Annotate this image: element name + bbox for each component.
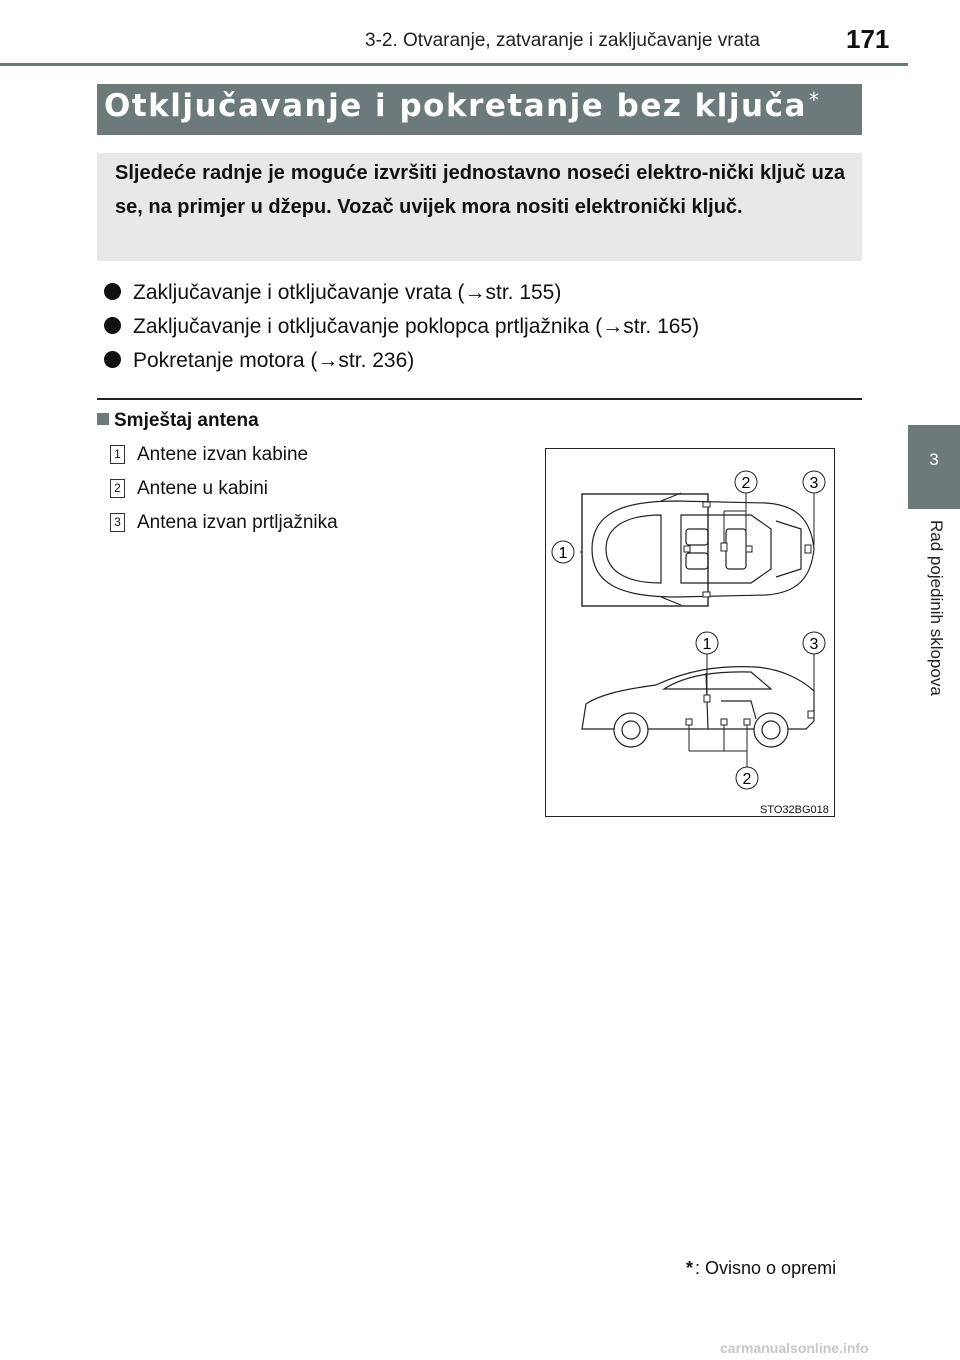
bullet-item xyxy=(104,315,699,339)
callouts-side xyxy=(696,632,825,789)
footnote-star: * xyxy=(686,1258,694,1278)
list-item xyxy=(110,444,308,466)
car-side-view xyxy=(582,667,814,747)
title-star: * xyxy=(808,88,821,112)
chapter-number: 3 xyxy=(929,450,939,469)
bullet-item xyxy=(104,281,561,305)
subsection-heading xyxy=(97,410,259,432)
bullet-item xyxy=(104,349,414,373)
callout-1-top: 1 xyxy=(558,545,568,562)
list-item xyxy=(110,478,268,500)
antenna-markers-side xyxy=(686,695,814,725)
bullet-text: Zaključavanje i otključavanje vrata (→str. 155) xyxy=(133,281,562,304)
car-top-view xyxy=(582,493,814,606)
callout-2-top: 2 xyxy=(741,475,751,492)
item-number: 2 xyxy=(110,479,125,498)
page-title-text: Otključavanje i pokretanje bez ključa xyxy=(104,88,807,124)
header-section-title: 3-2. Otvaranje, zatvaranje i zaključavanje vrata xyxy=(365,30,760,51)
page-number: 171 xyxy=(846,24,890,54)
subsection-heading-text: Smještaj antena xyxy=(114,410,259,431)
figure-code: STO32BG018 xyxy=(760,804,829,816)
bullet-dot-icon xyxy=(104,283,121,300)
list-item xyxy=(110,512,338,534)
page-title xyxy=(104,88,820,124)
watermark: carmanualsonline.info xyxy=(720,1340,869,1356)
item-label: Antene izvan kabine xyxy=(137,444,309,465)
callout-2-side: 2 xyxy=(742,771,752,788)
item-number: 3 xyxy=(110,513,125,532)
item-number: 1 xyxy=(110,445,125,464)
antenna-location-figure xyxy=(545,448,835,817)
car-diagram xyxy=(546,449,834,816)
footnote-text: : Ovisno o opremi xyxy=(695,1258,837,1278)
section-rule xyxy=(97,398,862,400)
footnote xyxy=(686,1258,836,1279)
callout-3-side: 3 xyxy=(809,636,819,653)
bullet-text: Pokretanje motora (→str. 236) xyxy=(133,349,415,372)
header-rule xyxy=(0,63,908,66)
bullet-text: Zaključavanje i otključavanje poklopca prtljažnika (→str. 165) xyxy=(133,315,700,338)
bullet-dot-icon xyxy=(104,317,121,334)
bullet-dot-icon xyxy=(104,351,121,368)
callout-3-top: 3 xyxy=(809,475,819,492)
item-label: Antena izvan prtljažnika xyxy=(137,512,338,533)
square-marker-icon xyxy=(97,413,109,425)
chapter-title: Rad pojedinih sklopova xyxy=(927,520,946,696)
item-label: Antene u kabini xyxy=(137,478,268,499)
intro-text: Sljedeće radnje je moguće izvršiti jednostavno noseći elektro-nički ključ uza se, na primjer u džepu. Vozač uvijek mora nositi elektronički ključ. xyxy=(115,162,845,218)
callout-1-side: 1 xyxy=(702,636,712,653)
